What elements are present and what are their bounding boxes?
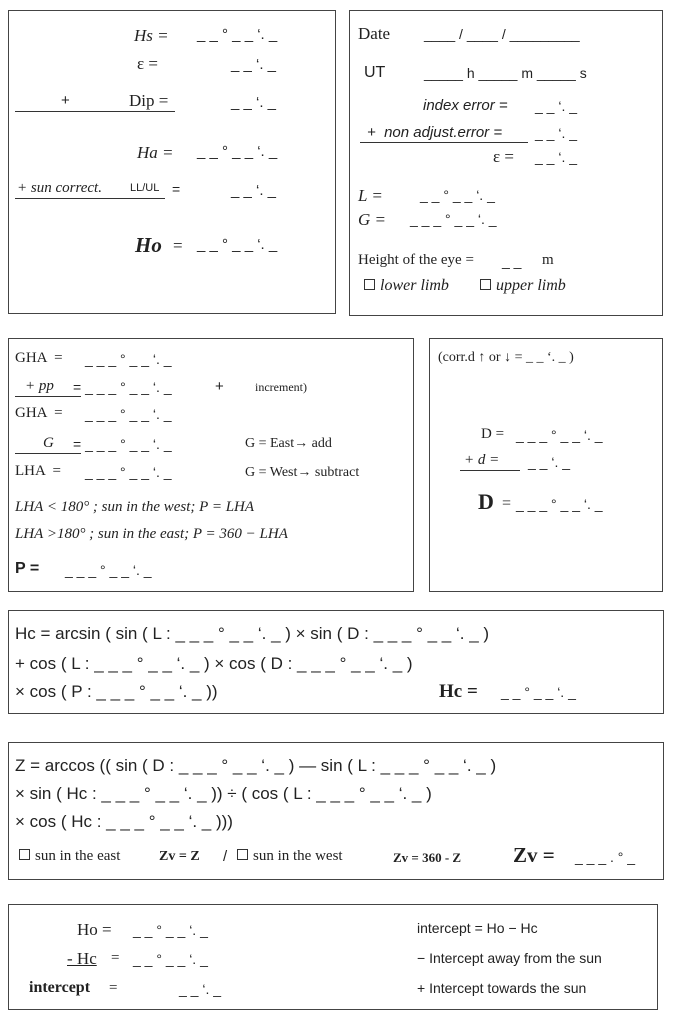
hs-value: _ _ ° _ _ ‘. _ [197, 26, 278, 43]
longitude-value: _ _ _ ° _ _ ‘. _ [410, 211, 497, 227]
latitude-label: L = [358, 186, 383, 205]
d2-underline [460, 470, 520, 471]
sun-correction-limb: LL/UL [130, 182, 160, 194]
increment-label: increment) [255, 380, 307, 394]
lha-label: LHA = [15, 463, 61, 479]
pp-value: = _ _ _ ° _ _ ‘. _ [73, 379, 172, 395]
eye-height-label: Height of the eye = [358, 252, 474, 268]
dip-value: _ _ ‘. _ [231, 94, 277, 111]
g-value: = _ _ _ ° _ _ ‘. _ [73, 436, 172, 452]
intercept-hc-value: _ _ ° _ _ ‘. _ [133, 951, 208, 967]
sun-east-formula: Zv = Z [159, 849, 200, 864]
date-position-box [349, 10, 663, 316]
intercept-equals: = [109, 980, 118, 996]
date-label: Date [358, 24, 391, 43]
sun-west-formula: Zv = 360 - Z [393, 850, 462, 865]
lower-limb-checkbox[interactable] [364, 279, 375, 290]
epsilon2-label: ε = [493, 147, 514, 166]
d3-label: D [478, 489, 494, 514]
gha1-value: _ _ _ ° _ _ ‘. _ [85, 351, 172, 367]
dip-underline [15, 111, 175, 112]
d3-equals: = [502, 495, 512, 512]
d2-label: + d = [464, 452, 500, 468]
intercept-away-rule: − Intercept away from the sun [417, 950, 602, 966]
d1-value: _ _ _ ° _ _ ‘. _ [516, 427, 603, 443]
intercept-hc-label: - Hc [67, 949, 97, 968]
ut-value: _____ h _____ m _____ s [424, 65, 587, 81]
epsilon-value: _ _ ‘. _ [231, 56, 277, 73]
z-formula-line1: Z = arccos (( sin ( D : _ _ _ ° _ _ ‘. _ ) — sin ( L : _ _ _ ° _ _ ‘. _ ) [15, 756, 497, 775]
declination-box [429, 338, 663, 592]
g-label: G [43, 435, 54, 451]
ut-label: UT [364, 64, 386, 81]
index-error-label: index error = [423, 97, 508, 114]
g-east-rule: G = East→ add [245, 436, 332, 451]
lha-rule-west: LHA < 180° ; sun in the west; P = LHA [15, 499, 255, 515]
zv-value: _ _ _ . ° _ [575, 849, 636, 865]
gha1-label: GHA = [15, 350, 63, 366]
intercept-value: _ _ ‘. _ [179, 981, 222, 997]
non-adjust-underline [360, 142, 528, 143]
sun-east-checkbox[interactable] [19, 849, 30, 860]
intercept-hc-equals: = [111, 950, 120, 966]
non-adjust-error-label: + non adjust.error = [367, 124, 503, 141]
lower-limb-option[interactable] [364, 278, 449, 294]
latitude-value: _ _ ° _ _ ‘. _ [420, 187, 495, 203]
calculated-altitude-box [8, 610, 664, 714]
pp-underline [15, 396, 81, 397]
sun-west-option[interactable] [237, 849, 343, 864]
sun-correction-value: _ _ ‘. _ [231, 182, 277, 199]
hc-result-label: Hc = [439, 681, 478, 702]
intercept-ho-label: Ho = [77, 920, 112, 939]
z-formula-line2: × sin ( Hc : _ _ _ ° _ _ ‘. _ )) ÷ ( cos ( L : _ _ _ ° _ _ ‘. _ ) [15, 784, 432, 803]
sun-east-text: sun in the east [35, 848, 121, 864]
upper-limb-option[interactable] [480, 278, 566, 294]
ho-label: Ho [135, 233, 162, 257]
d1-label: D = [481, 426, 505, 442]
pp-label: + pp [25, 378, 54, 394]
p-value: _ _ _ ° _ _ ‘. _ [65, 562, 152, 578]
ha-value: _ _ ° _ _ ‘. _ [197, 143, 278, 160]
lha-rule-east: LHA >180° ; sun in the east; P = 360 − LHA [15, 526, 288, 542]
longitude-label: G = [358, 210, 386, 229]
dip-label: Dip = [129, 91, 169, 110]
epsilon2-value: _ _ ‘. _ [535, 149, 578, 165]
index-error-value: _ _ ‘. _ [535, 98, 578, 114]
ho-value: _ _ ° _ _ ‘. _ [197, 236, 278, 253]
sun-east-option[interactable] [19, 849, 120, 864]
intercept-ho-value: _ _ ° _ _ ‘. _ [133, 922, 208, 938]
hc-formula-line1: Hc = arcsin ( sin ( L : _ _ _ ° _ _ ‘. _ ) × sin ( D : _ _ _ ° _ _ ‘. _ ) [15, 624, 490, 643]
sun-correction-label: + sun correct. [17, 180, 102, 196]
gha2-label: GHA = [15, 405, 63, 421]
upper-limb-checkbox[interactable] [480, 279, 491, 290]
ho-equals: = [173, 236, 183, 255]
intercept-towards-rule: + Intercept towards the sun [417, 980, 587, 996]
date-value: ____ / ____ / _________ [424, 26, 580, 42]
corr-d-text: (corr.d ↑ or ↓ = _ _ ‘. _ ) [438, 350, 574, 365]
d3-value: _ _ _ ° _ _ ‘. _ [516, 496, 603, 512]
azimuth-box [8, 742, 664, 880]
altitude-correction-box [8, 10, 336, 314]
g-underline [15, 453, 81, 454]
sun-correction-equals: = [172, 181, 181, 197]
g-west-rule: G = West→ subtract [245, 465, 360, 480]
hs-label: Hs = [134, 26, 169, 45]
sun-west-text: sun in the west [253, 848, 343, 864]
non-adjust-error-value: _ _ ‘. _ [535, 125, 578, 141]
option-separator: / [223, 848, 228, 865]
intercept-box [8, 904, 658, 1010]
eye-height-unit: m [542, 252, 554, 268]
plus-sign: + [61, 92, 70, 109]
hour-angle-box [8, 338, 414, 592]
eye-height-value: _ _ [502, 253, 522, 269]
pp-plus: + [215, 378, 224, 395]
z-formula-line3: × cos ( Hc : _ _ _ ° _ _ ‘. _ ))) [15, 812, 233, 831]
hc-formula-line3: × cos ( P : _ _ _ ° _ _ ‘. _ )) [15, 682, 218, 701]
ha-label: Ha = [137, 143, 174, 162]
intercept-label: intercept [29, 979, 91, 996]
sun-west-checkbox[interactable] [237, 849, 248, 860]
hc-result-value: _ _ ° _ _ ‘. _ [501, 684, 576, 700]
p-label: P = [15, 560, 40, 577]
intercept-formula: intercept = Ho − Hc [417, 920, 538, 936]
epsilon-label: ε = [137, 54, 158, 73]
gha2-value: _ _ _ ° _ _ ‘. _ [85, 406, 172, 422]
lower-limb-text: lower limb [380, 277, 449, 294]
d2-value: _ _ ‘. _ [528, 454, 571, 470]
sun-correction-underline [15, 198, 165, 199]
zv-label: Zv = [513, 843, 555, 867]
upper-limb-text: upper limb [496, 277, 566, 294]
hc-formula-line2: + cos ( L : _ _ _ ° _ _ ‘. _ ) × cos ( D : _ _ _ ° _ _ ‘. _ ) [15, 654, 413, 673]
lha-value: _ _ _ ° _ _ ‘. _ [85, 464, 172, 480]
